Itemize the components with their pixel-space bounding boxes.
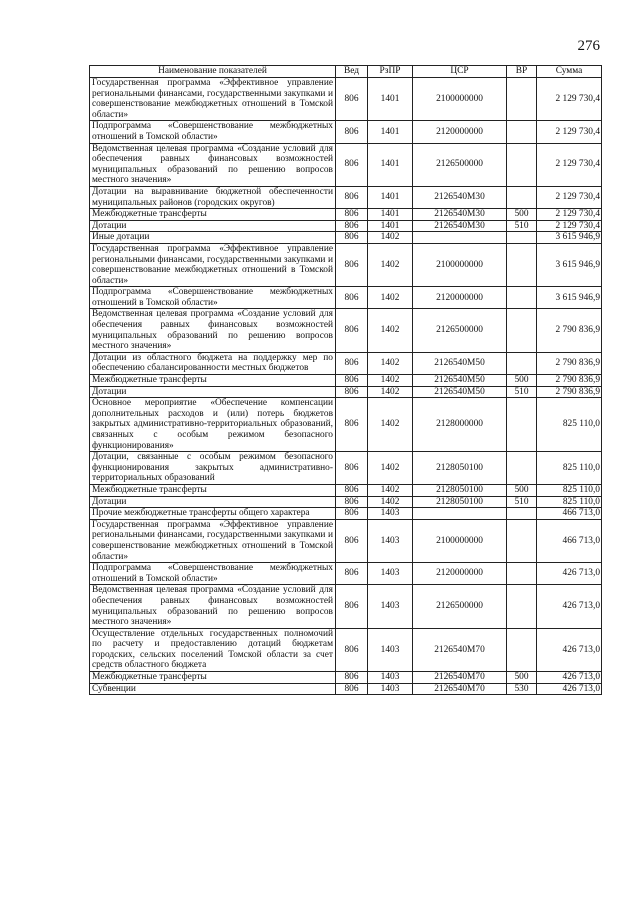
row-vr: 500 <box>507 484 537 496</box>
table-row <box>90 585 602 628</box>
table-header-row <box>90 66 602 78</box>
row-ved: 806 <box>336 186 368 208</box>
header-ved: Вед <box>336 66 368 78</box>
row-sum: 466 713,0 <box>537 508 602 520</box>
row-sum: 2 129 730,4 <box>537 143 602 186</box>
row-vr <box>507 563 537 585</box>
row-name: Дотации <box>90 386 336 398</box>
row-rzpr: 1402 <box>368 232 413 244</box>
table-row <box>90 209 602 221</box>
row-rzpr: 1401 <box>368 78 413 121</box>
table-row <box>90 220 602 232</box>
row-ved: 806 <box>336 121 368 143</box>
row-name: Прочие межбюджетные трансферты общего характера <box>90 508 336 520</box>
row-sum: 825 110,0 <box>537 484 602 496</box>
row-sum: 426 713,0 <box>537 672 602 684</box>
row-rzpr: 1402 <box>368 287 413 309</box>
row-name: Основное мероприятие «Обеспечение компенсации дополнительных расходов и (или) потерь бюджетов закрытых административно-территориальных образований, связанных с особым режимом безопасного функционирования» <box>90 398 336 452</box>
row-sum: 825 110,0 <box>537 496 602 508</box>
table-row <box>90 484 602 496</box>
table-row <box>90 628 602 671</box>
row-vr <box>507 243 537 286</box>
table-row <box>90 452 602 485</box>
row-name: Ведомственная целевая программа «Создание условий для обеспечения равных финансовых возможностей муниципальных образований по решению вопросов местного значения» <box>90 585 336 628</box>
row-rzpr: 1401 <box>368 186 413 208</box>
row-csr: 2126540М30 <box>413 209 507 221</box>
row-sum: 2 129 730,4 <box>537 209 602 221</box>
row-vr: 500 <box>507 209 537 221</box>
row-vr <box>507 121 537 143</box>
row-name: Осуществление отдельных государственных полномочий по расчету и предоставлению дотаций бюджетам городских, сельских поселений Томской области за счет средств областного бюджета <box>90 628 336 671</box>
row-rzpr: 1402 <box>368 243 413 286</box>
row-name: Межбюджетные трансферты <box>90 484 336 496</box>
row-csr: 2126500000 <box>413 585 507 628</box>
row-csr: 2126540М50 <box>413 352 507 374</box>
header-name: Наименование показателей <box>90 66 336 78</box>
row-name: Государственная программа «Эффективное управление региональными финансами, государственными закупками и совершенствование межбюджетных отношений в Томской области» <box>90 519 336 562</box>
row-ved: 806 <box>336 78 368 121</box>
row-ved: 806 <box>336 309 368 352</box>
row-ved: 806 <box>336 352 368 374</box>
row-csr: 2126500000 <box>413 143 507 186</box>
table-row <box>90 352 602 374</box>
row-csr: 2126540М70 <box>413 683 507 695</box>
row-rzpr: 1403 <box>368 585 413 628</box>
row-sum: 426 713,0 <box>537 563 602 585</box>
row-vr <box>507 508 537 520</box>
row-sum: 426 713,0 <box>537 628 602 671</box>
row-csr: 2126540М50 <box>413 375 507 387</box>
row-ved: 806 <box>336 519 368 562</box>
row-sum: 2 129 730,4 <box>537 220 602 232</box>
row-name: Субвенции <box>90 683 336 695</box>
table-row <box>90 309 602 352</box>
row-rzpr: 1402 <box>368 484 413 496</box>
table-row <box>90 398 602 452</box>
row-vr <box>507 398 537 452</box>
row-vr: 530 <box>507 683 537 695</box>
header-sum: Сумма <box>537 66 602 78</box>
row-rzpr: 1401 <box>368 220 413 232</box>
row-name: Дотации <box>90 220 336 232</box>
row-rzpr: 1403 <box>368 672 413 684</box>
row-ved: 806 <box>336 683 368 695</box>
row-csr: 2128050100 <box>413 484 507 496</box>
row-name: Межбюджетные трансферты <box>90 375 336 387</box>
row-name: Подпрограмма «Совершенствование межбюджетных отношений в Томской области» <box>90 287 336 309</box>
row-csr: 2128050100 <box>413 496 507 508</box>
table-row <box>90 375 602 387</box>
row-ved: 806 <box>336 232 368 244</box>
row-sum: 3 615 946,9 <box>537 243 602 286</box>
row-name: Иные дотации <box>90 232 336 244</box>
row-csr: 2126540М50 <box>413 386 507 398</box>
table-row <box>90 186 602 208</box>
row-csr: 2126540М70 <box>413 672 507 684</box>
row-vr: 510 <box>507 386 537 398</box>
row-rzpr: 1401 <box>368 209 413 221</box>
row-sum: 2 790 836,9 <box>537 352 602 374</box>
row-sum: 2 129 730,4 <box>537 78 602 121</box>
row-rzpr: 1403 <box>368 563 413 585</box>
row-ved: 806 <box>336 484 368 496</box>
row-ved: 806 <box>336 508 368 520</box>
row-csr: 2120000000 <box>413 563 507 585</box>
row-vr <box>507 78 537 121</box>
row-name: Государственная программа «Эффективное управление региональными финансами, государственными закупками и совершенствование межбюджетных отношений в Томской области» <box>90 243 336 286</box>
table-row <box>90 78 602 121</box>
row-rzpr: 1402 <box>368 309 413 352</box>
row-csr: 2100000000 <box>413 519 507 562</box>
row-rzpr: 1402 <box>368 398 413 452</box>
row-name: Государственная программа «Эффективное управление региональными финансами, государственными закупками и совершенствование межбюджетных отношений в Томской области» <box>90 78 336 121</box>
row-sum: 2 129 730,4 <box>537 121 602 143</box>
row-csr: 2128000000 <box>413 398 507 452</box>
row-vr <box>507 287 537 309</box>
row-ved: 806 <box>336 672 368 684</box>
table-row <box>90 519 602 562</box>
row-vr <box>507 352 537 374</box>
table-row <box>90 496 602 508</box>
row-vr: 500 <box>507 672 537 684</box>
row-name: Дотации на выравнивание бюджетной обеспеченности муниципальных районов (городских округов) <box>90 186 336 208</box>
header-vr: ВР <box>507 66 537 78</box>
row-csr: 2126540М30 <box>413 186 507 208</box>
row-sum: 426 713,0 <box>537 683 602 695</box>
row-sum: 426 713,0 <box>537 585 602 628</box>
table-row <box>90 508 602 520</box>
row-vr <box>507 143 537 186</box>
table-row <box>90 386 602 398</box>
page-number: 276 <box>577 38 600 54</box>
row-name: Дотации <box>90 496 336 508</box>
row-name: Ведомственная целевая программа «Создание условий для обеспечения равных финансовых возможностей муниципальных образований по решению вопросов местного значения» <box>90 309 336 352</box>
row-vr <box>507 452 537 485</box>
row-vr <box>507 232 537 244</box>
header-rzpr: РзПР <box>368 66 413 78</box>
row-rzpr: 1402 <box>368 496 413 508</box>
row-csr: 2126540М30 <box>413 220 507 232</box>
budget-table <box>89 65 602 695</box>
row-ved: 806 <box>336 563 368 585</box>
row-name: Межбюджетные трансферты <box>90 209 336 221</box>
row-ved: 806 <box>336 398 368 452</box>
row-sum: 2 790 836,9 <box>537 309 602 352</box>
row-rzpr: 1402 <box>368 352 413 374</box>
row-sum: 825 110,0 <box>537 452 602 485</box>
table-row <box>90 683 602 695</box>
row-ved: 806 <box>336 287 368 309</box>
row-sum: 3 615 946,9 <box>537 287 602 309</box>
row-rzpr: 1403 <box>368 683 413 695</box>
row-sum: 466 713,0 <box>537 519 602 562</box>
row-vr: 510 <box>507 220 537 232</box>
row-csr: 2126500000 <box>413 309 507 352</box>
row-vr <box>507 519 537 562</box>
row-ved: 806 <box>336 628 368 671</box>
row-ved: 806 <box>336 220 368 232</box>
row-sum: 3 615 946,9 <box>537 232 602 244</box>
row-csr: 2120000000 <box>413 287 507 309</box>
row-rzpr: 1402 <box>368 386 413 398</box>
row-csr: 2120000000 <box>413 121 507 143</box>
row-sum: 2 790 836,9 <box>537 375 602 387</box>
table-row <box>90 143 602 186</box>
row-rzpr: 1403 <box>368 508 413 520</box>
row-vr <box>507 585 537 628</box>
row-name: Дотации, связанные с особым режимом безопасного функционирования закрытых административно-территориальных образований <box>90 452 336 485</box>
row-vr: 510 <box>507 496 537 508</box>
row-csr <box>413 508 507 520</box>
row-vr <box>507 628 537 671</box>
row-sum: 2 790 836,9 <box>537 386 602 398</box>
row-name: Подпрограмма «Совершенствование межбюджетных отношений в Томской области» <box>90 563 336 585</box>
row-rzpr: 1403 <box>368 628 413 671</box>
row-name: Межбюджетные трансферты <box>90 672 336 684</box>
row-ved: 806 <box>336 452 368 485</box>
row-csr: 2100000000 <box>413 243 507 286</box>
row-ved: 806 <box>336 209 368 221</box>
row-ved: 806 <box>336 386 368 398</box>
row-rzpr: 1401 <box>368 143 413 186</box>
row-ved: 806 <box>336 375 368 387</box>
row-name: Дотации из областного бюджета на поддержку мер по обеспечению сбалансированности местных бюджетов <box>90 352 336 374</box>
row-rzpr: 1403 <box>368 519 413 562</box>
row-csr: 2128050100 <box>413 452 507 485</box>
table-row <box>90 563 602 585</box>
row-name: Ведомственная целевая программа «Создание условий для обеспечения равных финансовых возможностей муниципальных образований по решению вопросов местного значения» <box>90 143 336 186</box>
row-csr <box>413 232 507 244</box>
row-rzpr: 1402 <box>368 452 413 485</box>
table-row <box>90 672 602 684</box>
row-ved: 806 <box>336 143 368 186</box>
table-row <box>90 287 602 309</box>
row-rzpr: 1402 <box>368 375 413 387</box>
row-ved: 806 <box>336 585 368 628</box>
table-row <box>90 243 602 286</box>
table-row <box>90 232 602 244</box>
row-sum: 2 129 730,4 <box>537 186 602 208</box>
table-row <box>90 121 602 143</box>
row-vr <box>507 309 537 352</box>
row-csr: 2100000000 <box>413 78 507 121</box>
row-ved: 806 <box>336 243 368 286</box>
header-csr: ЦСР <box>413 66 507 78</box>
row-vr <box>507 186 537 208</box>
row-name: Подпрограмма «Совершенствование межбюджетных отношений в Томской области» <box>90 121 336 143</box>
row-csr: 2126540М70 <box>413 628 507 671</box>
row-ved: 806 <box>336 496 368 508</box>
row-rzpr: 1401 <box>368 121 413 143</box>
row-sum: 825 110,0 <box>537 398 602 452</box>
row-vr: 500 <box>507 375 537 387</box>
table-body <box>90 78 602 695</box>
